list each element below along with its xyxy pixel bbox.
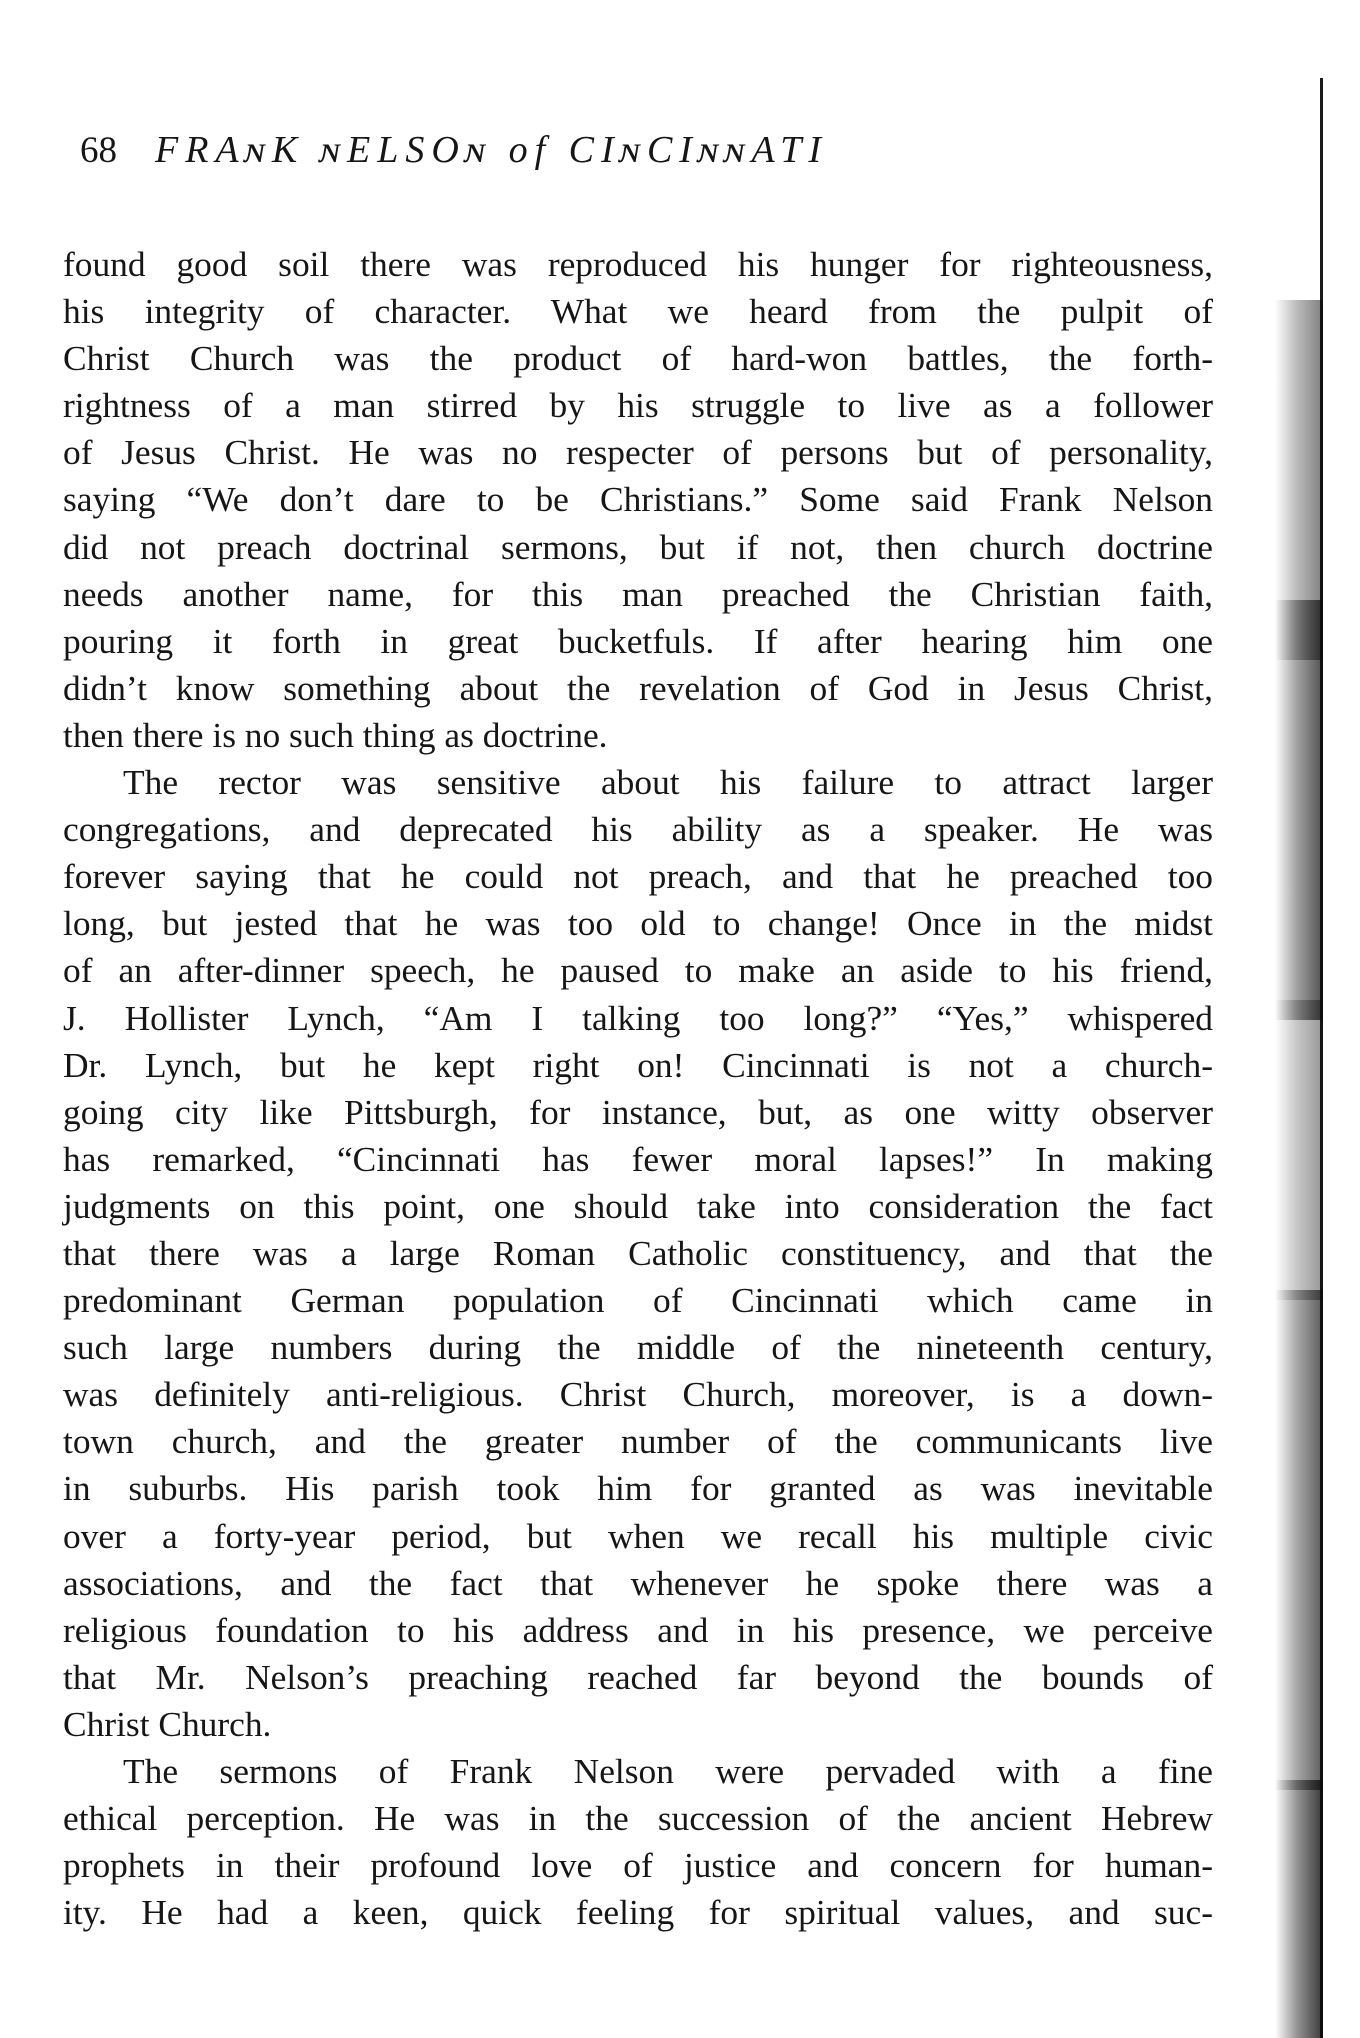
text-line: did not preach doctrinal sermons, but if not, then church doctrine [63,526,1213,567]
text-line: needs another name, for this man preached the Christian faith, [63,573,1213,614]
text-line: congregations, and deprecated his ability as a speaker. He was [63,809,1213,850]
text-line: The sermons of Frank Nelson were pervaded with a fine [123,1751,1213,1791]
paragraph [63,241,1213,759]
text-line: that there was a large Roman Catholic constituency, and that the [63,1232,1213,1273]
text-line: ity. He had a keen, quick feeling for spiritual values, and suc- [63,1892,1213,1933]
text-line: in suburbs. His parish took him for granted as was inevitable [63,1468,1213,1509]
text-line: prophets in their profound love of justice and concern for human- [63,1845,1213,1886]
text-line: town church, and the greater number of the communicants live [63,1421,1213,1462]
paragraph [63,759,1213,1748]
text-line: ethical perception. He was in the succession of the ancient Hebrew [63,1798,1213,1839]
text-line: of an after-dinner speech, he paused to make an aside to his friend, [63,950,1213,991]
text-line: has remarked, “Cincinnati has fewer moral lapses!” In making [63,1138,1213,1179]
text-line: religious foundation to his address and in his presence, we perceive [63,1609,1213,1650]
running-head [80,128,1200,188]
text-line: going city like Pittsburgh, for instance, but, as one witty observer [63,1091,1213,1132]
text-line: then there is no such thing as doctrine. [63,714,608,755]
paragraph [63,1748,1213,1936]
text-line: his integrity of character. What we heard from the pulpit of [63,291,1213,332]
text-line: over a forty-year period, but when we recall his multiple civic [63,1515,1213,1556]
book-title: FRAɴK ɴELSOɴ of CIɴCIɴɴATI [155,129,829,171]
binding-shadow [1275,600,1323,1020]
text-line: of Jesus Christ. He was no respecter of persons but of personality, [63,432,1213,473]
text-line: was definitely anti-religious. Christ Church, moreover, is a down- [63,1374,1213,1415]
text-line: long, but jested that he was too old to change! Once in the midst [63,903,1213,944]
binding-shadow [1275,1780,1323,2038]
body-text [63,241,1213,1936]
text-line: forever saying that he could not preach, and that he preached too [63,856,1213,897]
binding-shadow [1275,1000,1323,1300]
text-line: pouring it forth in great bucketfuls. If after hearing him one [63,620,1213,661]
text-line: The rector was sensitive about his failure to attract larger [123,762,1213,803]
text-line: predominant German population of Cincinnati which came in [63,1280,1213,1321]
text-line: Christ Church. [63,1703,272,1744]
text-line: that Mr. Nelson’s preaching reached far beyond the bounds of [63,1656,1213,1697]
text-line: judgments on this point, one should take into consideration the fact [63,1185,1213,1226]
text-line: didn’t know something about the revelation of God in Jesus Christ, [63,667,1213,708]
text-line: rightness of a man stirred by his struggle to live as a follower [63,385,1213,426]
text-line: such large numbers during the middle of the nineteenth century, [63,1327,1213,1368]
text-line: Dr. Lynch, but he kept right on! Cincinnati is not a church- [63,1044,1213,1085]
text-line: associations, and the fact that whenever he spoke there was a [63,1562,1213,1603]
text-line: saying “We don’t dare to be Christians.” Some said Frank Nelson [63,479,1213,520]
text-line: Christ Church was the product of hard-won battles, the forth- [63,338,1213,379]
text-line: found good soil there was reproduced his hunger for righteousness, [63,244,1213,284]
page-number: 68 [80,130,117,171]
binding-shadow [1275,1290,1323,1790]
text-line: J. Hollister Lynch, “Am I talking too long?” “Yes,” whispered [63,997,1213,1038]
